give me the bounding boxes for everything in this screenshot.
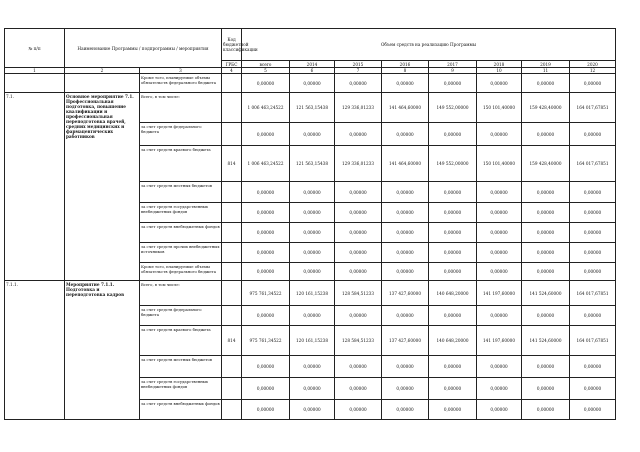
amount-cell: 0,00000	[242, 223, 290, 243]
amount-cell: 141 197,60000	[477, 281, 522, 306]
funding-source: за счет средств государственных внебюджетных фондов	[140, 203, 222, 223]
amount-cell: 0,00000	[242, 203, 290, 223]
funding-source: за счет средств прочих внебюджетных источников	[140, 243, 222, 263]
amount-cell: 0,00000	[242, 378, 290, 400]
amount-cell: 164 017,67851	[570, 93, 616, 123]
amount-cell: 159 428,40000	[522, 146, 570, 182]
amount-cell: 0,00000	[429, 123, 477, 146]
funding-source: за счет средств федерального бюджета	[140, 123, 222, 146]
header-grbs: ГРБС	[222, 61, 242, 68]
amount-cell: 0,00000	[335, 203, 382, 223]
amount-cell: 0,00000	[335, 74, 382, 93]
amount-cell: 0,00000	[290, 263, 335, 281]
amount-cell: 0,00000	[522, 306, 570, 326]
amount-cell: 0,00000	[335, 243, 382, 263]
amount-cell: 149 552,00000	[429, 146, 477, 182]
activity-name: Основное мероприятие 7.1. Профессиональная подготовка, повышение квалификации и профессиональная переподготовка врачей, средних медицинских и фармацевтических работников	[65, 93, 140, 281]
funding-source: Кроме того, планируемые объемы обязательств федерального бюджета	[140, 263, 222, 281]
amount-cell: 0,00000	[335, 306, 382, 326]
amount-cell: 0,00000	[429, 263, 477, 281]
col-number: 4	[222, 68, 242, 74]
amount-cell: 129 336,01233	[335, 93, 382, 123]
amount-cell: 0,00000	[429, 203, 477, 223]
amount-cell: 120 161,15238	[290, 281, 335, 306]
amount-cell: 0,00000	[290, 306, 335, 326]
amount-cell: 0,00000	[522, 243, 570, 263]
amount-cell: 0,00000	[477, 74, 522, 93]
year-cell: 2018	[477, 61, 522, 68]
amount-cell: 0,00000	[382, 306, 429, 326]
year-cell: 2017	[429, 61, 477, 68]
header-code: Код бюджетной классификации	[222, 29, 242, 61]
funding-source: за счет средств федерального бюджета	[140, 306, 222, 326]
amount-cell: 0,00000	[290, 203, 335, 223]
amount-cell: 0,00000	[522, 123, 570, 146]
grbs-code	[222, 263, 242, 281]
amount-cell: 0,00000	[382, 182, 429, 203]
amount-cell: 0,00000	[290, 378, 335, 400]
amount-cell: 0,00000	[335, 378, 382, 400]
amount-cell: 0,00000	[429, 306, 477, 326]
grbs-code	[222, 306, 242, 326]
amount-cell: 0,00000	[242, 400, 290, 420]
grbs-code	[222, 203, 242, 223]
amount-cell: 0,00000	[382, 378, 429, 400]
amount-cell: 0,00000	[382, 263, 429, 281]
year-cell: 2015	[335, 61, 382, 68]
col-number: 11	[522, 68, 570, 74]
amount-cell: 0,00000	[522, 356, 570, 378]
amount-cell: 0,00000	[242, 74, 290, 93]
col-number: 8	[382, 68, 429, 74]
budget-table	[4, 28, 616, 420]
amount-cell: 0,00000	[242, 263, 290, 281]
grbs-code	[222, 123, 242, 146]
amount-cell: 0,00000	[335, 263, 382, 281]
amount-cell: 0,00000	[335, 223, 382, 243]
amount-cell: 0,00000	[570, 378, 616, 400]
amount-cell: 0,00000	[570, 74, 616, 93]
amount-cell: 975 761,34522	[242, 326, 290, 356]
grbs-code	[222, 400, 242, 420]
amount-cell: 0,00000	[290, 123, 335, 146]
amount-cell: 0,00000	[382, 400, 429, 420]
amount-cell: 137 427,60000	[382, 281, 429, 306]
grbs-code	[222, 243, 242, 263]
amount-cell: 0,00000	[429, 74, 477, 93]
row-number: 7.1.1.	[5, 281, 65, 420]
year-cell: 2016	[382, 61, 429, 68]
amount-cell: 0,00000	[477, 243, 522, 263]
grbs-code: 814	[222, 326, 242, 356]
amount-cell: 0,00000	[242, 306, 290, 326]
funding-source: за счет средств государственных внебюджетных фондов	[140, 378, 222, 400]
grbs-code	[222, 182, 242, 203]
amount-cell: 0,00000	[242, 243, 290, 263]
amount-cell: 0,00000	[477, 306, 522, 326]
amount-cell: 975 761,34522	[242, 281, 290, 306]
amount-cell: 140 648,20000	[429, 281, 477, 306]
amount-cell: 150 101,40000	[477, 93, 522, 123]
amount-cell: 128 584,51233	[335, 281, 382, 306]
amount-cell: 0,00000	[570, 223, 616, 243]
amount-cell: 0,00000	[382, 123, 429, 146]
col-number: 5	[242, 68, 290, 74]
amount-cell: 0,00000	[570, 306, 616, 326]
header-no: № п/п	[5, 29, 65, 68]
amount-cell: 1 006 463,24522	[242, 146, 290, 182]
amount-cell: 0,00000	[570, 243, 616, 263]
amount-cell: 0,00000	[290, 356, 335, 378]
grbs-code	[222, 378, 242, 400]
amount-cell: 0,00000	[382, 223, 429, 243]
amount-cell: 1 006 463,24522	[242, 93, 290, 123]
amount-cell: 164 017,67851	[570, 281, 616, 306]
col-number: 9	[429, 68, 477, 74]
funding-source: за счет средств внебюджетных фондов	[140, 223, 222, 243]
header-row	[5, 29, 616, 61]
col-number: 10	[477, 68, 522, 74]
amount-cell: 0,00000	[570, 203, 616, 223]
amount-cell: 128 584,51233	[335, 326, 382, 356]
amount-cell: 0,00000	[570, 182, 616, 203]
amount-cell: 0,00000	[335, 400, 382, 420]
grbs-code	[222, 93, 242, 123]
row-number: 7.1.	[5, 93, 65, 281]
amount-cell: 0,00000	[335, 356, 382, 378]
funding-source: Всего, в том числе:	[140, 93, 222, 123]
amount-cell: 0,00000	[290, 74, 335, 93]
funding-source: за счет средств местных бюджетов	[140, 356, 222, 378]
funding-source: за счет средств краевого бюджета	[140, 146, 222, 182]
amount-cell: 121 563,15438	[290, 146, 335, 182]
amount-cell: 121 563,15438	[290, 93, 335, 123]
amount-cell: 141 464,60000	[382, 93, 429, 123]
amount-cell: 0,00000	[429, 243, 477, 263]
amount-cell: 141 524,60000	[522, 281, 570, 306]
amount-cell: 0,00000	[335, 123, 382, 146]
table-row	[5, 281, 616, 306]
amount-cell: 0,00000	[429, 400, 477, 420]
col-number: 1	[5, 68, 65, 74]
grbs-code	[222, 74, 242, 93]
amount-cell: 0,00000	[382, 74, 429, 93]
amount-cell: 0,00000	[429, 223, 477, 243]
funding-source: Всего, в том числе:	[140, 281, 222, 306]
amount-cell: 159 428,40000	[522, 93, 570, 123]
amount-cell: 141 197,60000	[477, 326, 522, 356]
amount-cell: 0,00000	[382, 203, 429, 223]
amount-cell: 0,00000	[570, 400, 616, 420]
grbs-code	[222, 356, 242, 378]
funding-source: Кроме того, планируемые объемы обязательств федерального бюджета	[140, 74, 222, 93]
grbs-code: 814	[222, 146, 242, 182]
amount-cell: 0,00000	[477, 400, 522, 420]
amount-cell: 0,00000	[477, 223, 522, 243]
amount-cell: 129 336,01233	[335, 146, 382, 182]
grbs-code	[222, 223, 242, 243]
table-row	[5, 93, 616, 123]
amount-cell: 0,00000	[522, 203, 570, 223]
col-number: 6	[290, 68, 335, 74]
amount-cell: 0,00000	[429, 182, 477, 203]
amount-cell: 0,00000	[477, 378, 522, 400]
amount-cell: 0,00000	[290, 223, 335, 243]
amount-cell: 0,00000	[429, 356, 477, 378]
amount-cell: 0,00000	[570, 263, 616, 281]
funding-source: за счет средств местных бюджетов	[140, 182, 222, 203]
amount-cell: 140 648,20000	[429, 326, 477, 356]
amount-cell: 141 464,60000	[382, 146, 429, 182]
header-volume: Объем средств на реализацию Программы	[242, 29, 616, 61]
col-number: 2	[65, 68, 140, 74]
amount-cell: 0,00000	[522, 400, 570, 420]
amount-cell: 0,00000	[477, 182, 522, 203]
amount-cell: 0,00000	[242, 182, 290, 203]
col-number: 3	[140, 68, 222, 74]
amount-cell: 164 017,67851	[570, 326, 616, 356]
funding-source: за счет средств внебюджетных фондов	[140, 400, 222, 420]
amount-cell: 150 101,40000	[477, 146, 522, 182]
year-cell: 2020	[570, 61, 616, 68]
amount-cell: 0,00000	[382, 243, 429, 263]
table-body	[5, 29, 616, 420]
amount-cell: 0,00000	[429, 378, 477, 400]
funding-source: за счет средств краевого бюджета	[140, 326, 222, 356]
row-number	[5, 74, 65, 93]
year-cell: всего	[242, 61, 290, 68]
amount-cell: 0,00000	[477, 263, 522, 281]
amount-cell: 0,00000	[477, 123, 522, 146]
amount-cell: 0,00000	[290, 243, 335, 263]
header-name: Наименование Программы / подпрограммы / мероприятия	[65, 29, 222, 68]
amount-cell: 0,00000	[477, 356, 522, 378]
amount-cell: 164 017,67851	[570, 146, 616, 182]
amount-cell: 141 524,60000	[522, 326, 570, 356]
col-number: 12	[570, 68, 616, 74]
grbs-code	[222, 281, 242, 306]
amount-cell: 0,00000	[242, 123, 290, 146]
amount-cell: 0,00000	[522, 223, 570, 243]
amount-cell: 0,00000	[522, 263, 570, 281]
amount-cell: 0,00000	[522, 378, 570, 400]
amount-cell: 137 427,60000	[382, 326, 429, 356]
amount-cell: 149 552,00000	[429, 93, 477, 123]
amount-cell: 0,00000	[522, 74, 570, 93]
table-row	[5, 74, 616, 93]
col-number: 7	[335, 68, 382, 74]
amount-cell: 0,00000	[242, 356, 290, 378]
amount-cell: 120 161,15238	[290, 326, 335, 356]
amount-cell: 0,00000	[570, 356, 616, 378]
amount-cell: 0,00000	[477, 203, 522, 223]
activity-name	[65, 74, 140, 93]
year-cell: 2019	[522, 61, 570, 68]
amount-cell: 0,00000	[290, 400, 335, 420]
amount-cell: 0,00000	[570, 123, 616, 146]
amount-cell: 0,00000	[335, 182, 382, 203]
amount-cell: 0,00000	[290, 182, 335, 203]
activity-name: Мероприятие 7.1.1. Подготовка и переподготовка кадров	[65, 281, 140, 420]
amount-cell: 0,00000	[522, 182, 570, 203]
year-cell: 2014	[290, 61, 335, 68]
amount-cell: 0,00000	[382, 356, 429, 378]
